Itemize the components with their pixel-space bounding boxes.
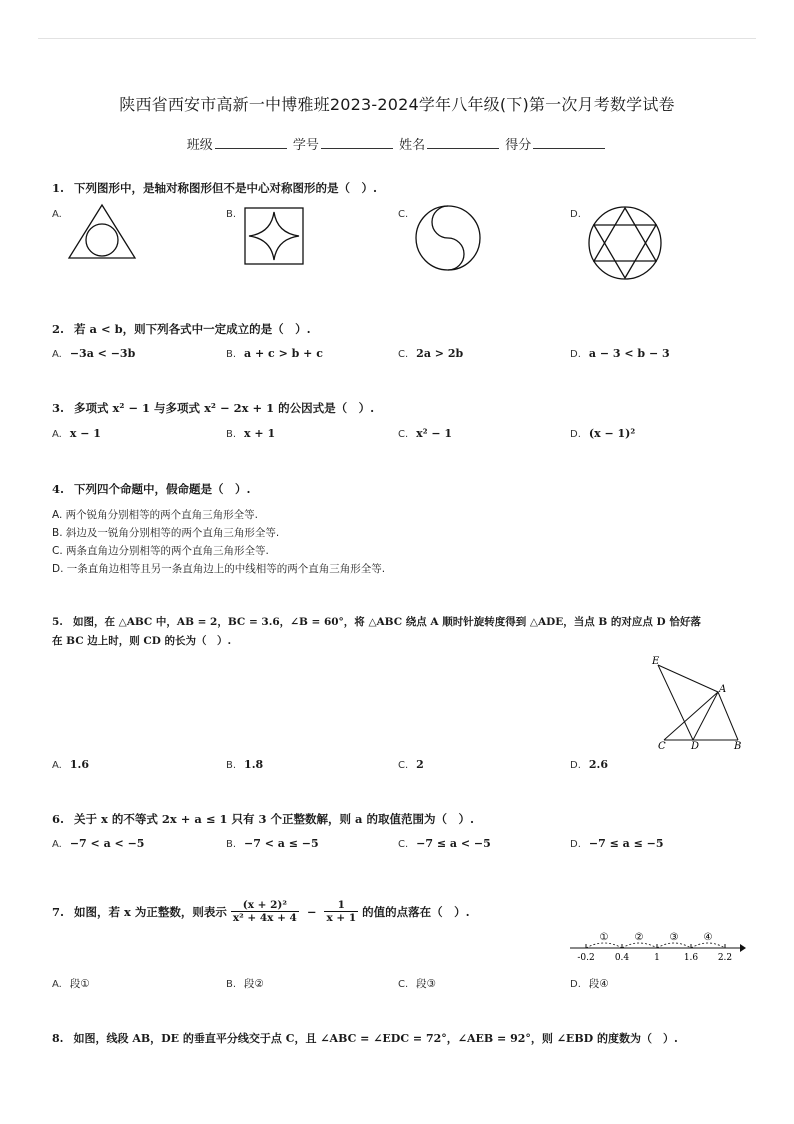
- score-blank[interactable]: [533, 136, 605, 149]
- option-7b[interactable]: B. 段②: [226, 978, 264, 990]
- label-d: D: [691, 741, 700, 750]
- tick-label-5: 2.2: [717, 953, 733, 963]
- option-7c[interactable]: C. 段③: [398, 978, 437, 990]
- question-1: 1. 下列图形中，是轴对称图形但不是中心对称图形的是（ ）.: [52, 181, 378, 195]
- option-7d[interactable]: D. 段④: [570, 978, 609, 990]
- fraction-2: $\frac{1}{x + 1}$: [326, 899, 357, 924]
- score-label: 得分: [505, 138, 532, 153]
- figure-5-rotation: [648, 652, 748, 750]
- id-blank[interactable]: [321, 136, 393, 149]
- name-label: 姓名: [399, 138, 426, 153]
- question-5-line2: 在 BC 边上时，则 CD 的长为（ ）.: [52, 635, 232, 647]
- segment-2-label: ②: [634, 932, 644, 943]
- option-4b[interactable]: B. 斜边及一锐角分别相等的两个直角三角形全等.: [52, 527, 280, 539]
- figure-1c-yin-yang: [413, 203, 483, 273]
- option-1c[interactable]: C.: [398, 209, 409, 220]
- figure-1d-hexagram-circle: [586, 204, 664, 282]
- id-label: 学号: [292, 138, 319, 153]
- top-rule: [38, 38, 756, 39]
- question-6: 6. 关于 x 的不等式 2x + a ≤ 1 只有 3 个正整数解，则 a 的取值范围为（ ）.: [52, 812, 474, 826]
- class-label: 班级: [186, 138, 213, 153]
- question-4: 4. 下列四个命题中，假命题是（ ）.: [52, 482, 251, 496]
- name-blank[interactable]: [427, 136, 499, 149]
- segment-3-label: ③: [669, 932, 679, 943]
- option-2b[interactable]: B. a + c > b + c: [226, 347, 323, 360]
- option-5b[interactable]: B. 1.8: [226, 758, 264, 771]
- option-7a[interactable]: A. 段①: [52, 978, 90, 990]
- option-4d[interactable]: D. 一条直角边相等且另一条直角边上的中线相等的两个直角三角形全等.: [52, 563, 386, 575]
- label-b: B: [734, 741, 742, 750]
- page-title: 陕西省西安市高新一中博雅班2023-2024学年八年级(下)第一次月考数学试卷: [119, 95, 675, 114]
- fraction-1: (x + 2)² x² + 4x + 4: [232, 899, 297, 924]
- option-3a[interactable]: A. x − 1: [52, 427, 101, 440]
- tick-label-4: 1.6: [683, 953, 699, 963]
- option-4c[interactable]: C. 两条直角边分别相等的两个直角三角形全等.: [52, 545, 269, 557]
- option-6a[interactable]: A. −7 < a < −5: [52, 837, 145, 850]
- option-1d[interactable]: D.: [570, 209, 581, 220]
- segment-4-label: ④: [703, 932, 713, 943]
- label-e: E: [652, 656, 660, 667]
- figure-7-numberline: [568, 928, 748, 964]
- class-blank[interactable]: [215, 136, 287, 149]
- option-3c[interactable]: C. x² − 1: [398, 427, 453, 440]
- segment-1-label: ①: [599, 932, 609, 943]
- label-c: C: [658, 741, 666, 750]
- option-5c[interactable]: C. 2: [398, 758, 424, 771]
- option-3d[interactable]: D. (x − 1)²: [570, 427, 636, 440]
- option-6d[interactable]: D. −7 ≤ a ≤ −5: [570, 837, 664, 850]
- option-4a[interactable]: A. 两个锐角分别相等的两个直角三角形全等.: [52, 509, 259, 521]
- tick-label-2: 0.4: [614, 953, 630, 963]
- question-8: 8. 如图，线段 AB，DE 的垂直平分线交于点 C，且 ∠ABC = ∠EDC = 72°，∠AEB = 92°，则 ∠EBD 的度数为（ ）.: [52, 1032, 678, 1045]
- student-info-line: [0, 134, 794, 153]
- question-7: 7. 如图，若 x 为正整数，则表示 (x + 2)² x² + 4x + 4 − $\frac{1}{x + 1}$ 的值的点落在（ ）.: [52, 899, 470, 924]
- question-2: 2. 若 a < b，则下列各式中一定成立的是（ ）.: [52, 322, 311, 336]
- option-2c[interactable]: C. 2a > 2b: [398, 347, 464, 360]
- option-5d[interactable]: D. 2.6: [570, 758, 609, 771]
- tick-label-3: 1: [654, 953, 660, 963]
- option-6c[interactable]: C. −7 ≤ a < −5: [398, 837, 491, 850]
- option-3b[interactable]: B. x + 1: [226, 427, 276, 440]
- label-a: A: [719, 684, 727, 695]
- option-6b[interactable]: B. −7 < a ≤ −5: [226, 837, 319, 850]
- figure-1a-triangle-circle: [66, 202, 138, 262]
- option-1b[interactable]: B.: [226, 209, 237, 220]
- figure-1b-square-star: [243, 206, 305, 266]
- option-2d[interactable]: D. a − 3 < b − 3: [570, 347, 670, 360]
- question-5: 5. 如图，在 △ABC 中，AB = 2，BC = 3.6，∠B = 60°，将 △ABC 绕点 A 顺时针旋转度得到 △ADE，当点 B 的对应点 D 恰好落: [52, 616, 701, 628]
- option-5a[interactable]: A. 1.6: [52, 758, 89, 771]
- tick-label-1: -0.2: [577, 953, 595, 963]
- option-2a[interactable]: A. −3a < −3b: [52, 347, 136, 360]
- option-1a[interactable]: A.: [52, 209, 62, 220]
- question-3: 3. 多项式 x² − 1 与多项式 x² − 2x + 1 的公因式是（ ）.: [52, 401, 375, 415]
